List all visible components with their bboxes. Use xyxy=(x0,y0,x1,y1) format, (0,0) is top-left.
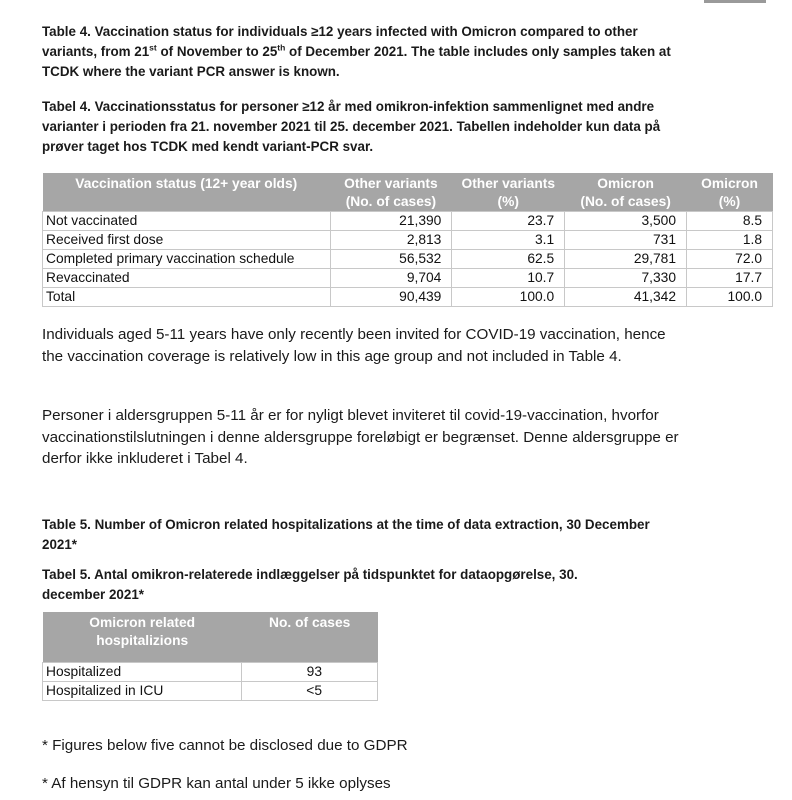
table4-caption-en: Table 4. Vaccination status for individuals ≥12 years infected with Omicron compared to other variants, from 21st of November to 25th of December 2021. The table includes only samples taken at TCDK where the variant PCR answer is known. xyxy=(42,24,671,79)
row-label: Hospitalized xyxy=(43,663,242,682)
table-cell: 100.0 xyxy=(687,288,773,307)
table-cell: 56,532 xyxy=(330,250,452,269)
table-cell: 10.7 xyxy=(452,269,565,288)
header-omicron-cases: Omicron (No. of cases) xyxy=(565,173,687,212)
paragraph-en: Individuals aged 5-11 years have only recently been invited for COVID-19 vaccination, hence the vaccination coverage is relatively low in this age group and not included in Table 4. xyxy=(42,326,666,365)
table-cell: 3.1 xyxy=(452,231,565,250)
header-other-variants-cases: Other variants (No. of cases) xyxy=(330,173,452,212)
row-label: Not vaccinated xyxy=(43,212,331,231)
table-cell: 29,781 xyxy=(565,250,687,269)
header-no-of-cases: No. of cases xyxy=(242,612,378,663)
table-header-row xyxy=(43,612,378,663)
table-cell: 41,342 xyxy=(565,288,687,307)
header-omicron-hospitalizations: Omicron related hospitalizions xyxy=(43,612,242,663)
table-cell: 1.8 xyxy=(687,231,773,250)
table5-caption-en: Table 5. Number of Omicron related hospitalizations at the time of data extraction, 30 December 2021* xyxy=(42,517,650,552)
hospitalizations-table xyxy=(42,612,378,701)
table-cell: 9,704 xyxy=(330,269,452,288)
table-cell: 731 xyxy=(565,231,687,250)
footnote-en: * Figures below five cannot be disclosed due to GDPR xyxy=(42,737,408,754)
table-row-total xyxy=(43,288,773,307)
table-cell: 2,813 xyxy=(330,231,452,250)
header-other-variants-percent: Other variants (%) xyxy=(452,173,565,212)
table-cell: 23.7 xyxy=(452,212,565,231)
table-cell: 100.0 xyxy=(452,288,565,307)
table-cell: 62.5 xyxy=(452,250,565,269)
table-row xyxy=(43,231,773,250)
table-row xyxy=(43,269,773,288)
table-cell: 8.5 xyxy=(687,212,773,231)
table-row xyxy=(43,682,378,701)
row-label: Hospitalized in ICU xyxy=(43,682,242,701)
row-label: Total xyxy=(43,288,331,307)
header-vaccination-status: Vaccination status (12+ year olds) xyxy=(43,173,331,212)
table5-caption-da: Tabel 5. Antal omikron-relaterede indlæggelser på tidspunktet for dataopgørelse, 30. december 2021* xyxy=(42,567,578,602)
table-row xyxy=(43,663,378,682)
table-cell: 7,330 xyxy=(565,269,687,288)
table-cell: 93 xyxy=(242,663,378,682)
table-row xyxy=(43,212,773,231)
table-cell: 3,500 xyxy=(565,212,687,231)
paragraph-da: Personer i aldersgruppen 5-11 år er for nyligt blevet inviteret til covid-19-vaccination, hvorfor vaccinationstilslutningen i denne aldersgruppe foreløbigt er begrænset. Denne aldersgruppe er derfor ikke inkluderet i Tabel 4. xyxy=(42,407,679,467)
table-header-row xyxy=(43,173,773,212)
table4-caption-da: Tabel 4. Vaccinationsstatus for personer ≥12 år med omikron-infektion sammenlignet med andre varianter i perioden fra 21. november 2021 til 25. december 2021. Tabellen indeholder kun data på prøver taget hos TCDK med kendt variant-PCR svar. xyxy=(42,99,661,154)
row-label: Revaccinated xyxy=(43,269,331,288)
table-row xyxy=(43,250,773,269)
row-label: Received first dose xyxy=(43,231,331,250)
row-label: Completed primary vaccination schedule xyxy=(43,250,331,269)
table-cell: 72.0 xyxy=(687,250,773,269)
table-cell: 90,439 xyxy=(330,288,452,307)
table-cell: <5 xyxy=(242,682,378,701)
page-corner-tab xyxy=(704,0,766,3)
vaccination-status-table xyxy=(42,173,773,307)
footnote-da: * Af hensyn til GDPR kan antal under 5 ikke oplyses xyxy=(42,775,391,792)
table-cell: 17.7 xyxy=(687,269,773,288)
table-cell: 21,390 xyxy=(330,212,452,231)
header-omicron-percent: Omicron (%) xyxy=(687,173,773,212)
